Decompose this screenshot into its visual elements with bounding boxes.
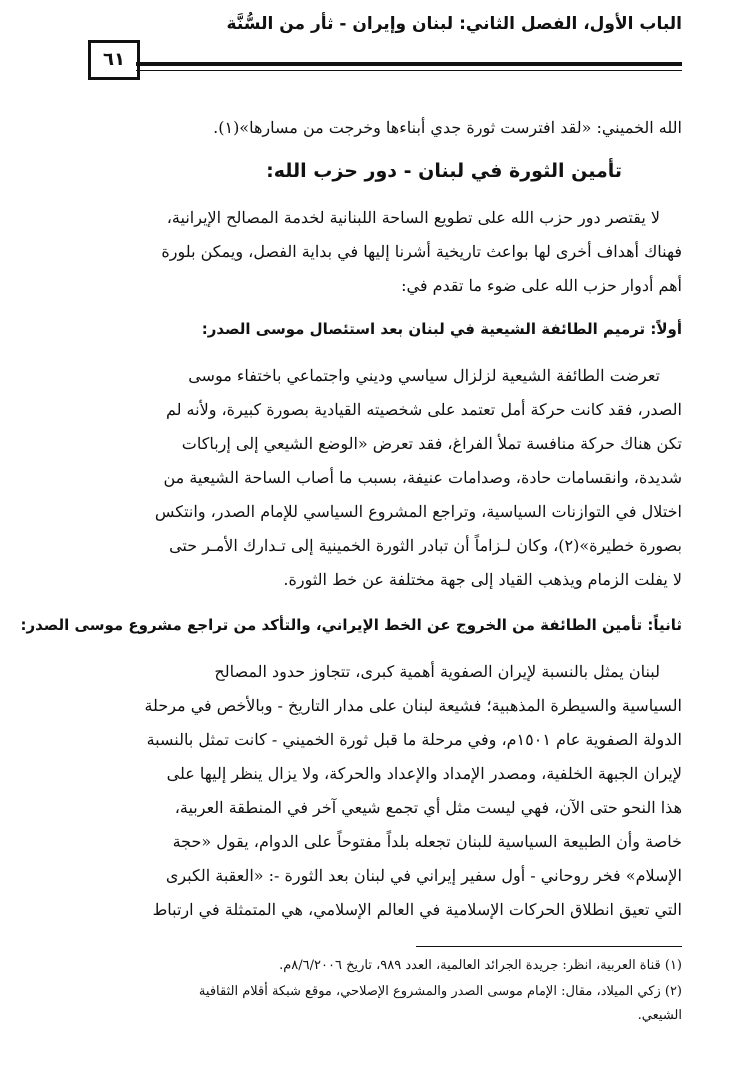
header-rule-thin xyxy=(136,70,682,71)
paragraph-line: الإسلام» فخر روحاني - أول سفير إيراني في لبنان بعد الثورة -: «العقبة الكبرى xyxy=(165,866,682,885)
paragraph-line: لا يفلت الزمام ويذهب القياد إلى جهة مختلفة عن خط الثورة. xyxy=(283,570,682,589)
paragraph-line: السياسية والسيطرة المذهبية؛ فشيعة لبنان على مدار التاريخ - وبالأخص في مرحلة xyxy=(144,696,682,715)
paragraph-line: اختلال في التوازنات السياسية، وتراجع المشروع السياسي للإمام الصدر، وانتكس xyxy=(154,502,682,521)
paragraph-line: شديدة، وانقسامات حادة، وصدامات عنيفة، بسبب ما أصاب الساحة الشيعية من xyxy=(163,468,682,487)
paragraph-line: الدولة الصفوية عام ١٥٠١م، وفي مرحلة ما قبل ثورة الخميني - كانت تمثل بالنسبة xyxy=(146,730,682,749)
paragraph-line: لإيران الجبهة الخلفية، ومصدر الإمداد والإعداد والحركة، ولا يزال ينظر إليها على xyxy=(166,764,682,783)
footnote-1: (١) قناة العربية، انظر: جريدة الجرائد العالمية، العدد ٩٨٩، تاريخ ٨/٦/٢٠٠٦م. xyxy=(279,958,682,973)
paragraph-line: فهناك أهداف أخرى لها بواعث تاريخية أشرنا إليها في بداية الفصل، ويمكن بلورة xyxy=(161,242,682,261)
footnote-rule xyxy=(416,946,682,947)
paragraph-line: بصورة خطيرة»(٢)، وكان لـزاماً أن تبادر الثورة الخمينية إلى تـدارك الأمـر حتى xyxy=(169,536,682,555)
paragraph-line: هذا النحو حتى الآن، فهي ليست مثل أي تجمع شيعي آخر في المنطقة العربية، xyxy=(174,798,682,817)
footnote-2: (٢) زكي الميلاد، مقال: الإمام موسى الصدر والمشروع الإصلاحي، موقع شبكة أقلام الثقافية xyxy=(198,984,682,999)
paragraph-line: تكن هناك حركة منافسة تملأ الفراغ، فقد تعرض «الوضع الشيعي إلى إرباكات xyxy=(181,434,682,453)
paragraph-line: التي تعيق انطلاق الحركات الإسلامية في العالم الإسلامي، هي المتمثلة في ارتباط xyxy=(152,900,682,919)
paragraph-line: لبنان يمثل بالنسبة لإيران الصفوية أهمية كبرى، تتجاوز حدود المصالح xyxy=(214,662,660,681)
page-number: ٦١ xyxy=(88,40,140,80)
paragraph-line: خاصة وأن الطبيعة السياسية للبنان تجعله بلداً مفتوحاً على الدوام، يقول «حجة xyxy=(172,832,682,851)
subheading-2: ثانياً: تأمين الطائفة من الخروج عن الخط الإيراني، والتأكد من تراجع مشروع موسى الصدر: xyxy=(20,616,682,634)
paragraph-line: أهم أدوار حزب الله على ضوء ما تقدم في: xyxy=(401,276,682,295)
running-head: الباب الأول، الفصل الثاني: لبنان وإيران - ثأر من السُّنَّة xyxy=(226,14,682,34)
paragraph-line: تعرضت الطائفة الشيعية لزلزال سياسي وديني واجتماعي باختفاء موسى xyxy=(188,366,660,385)
paragraph-line: لا يقتصر دور حزب الله على تطويع الساحة اللبنانية لخدمة المصالح الإيرانية، xyxy=(166,208,660,227)
section-heading: تأمين الثورة في لبنان - دور حزب الله: xyxy=(266,160,622,182)
paragraph-line: الصدر، فقد كانت حركة أمل تعتمد على شخصيته القيادية بصورة كبيرة، ولأنه لم xyxy=(165,400,682,419)
subheading-1: أولاً: ترميم الطائفة الشيعية في لبنان بعد استئصال موسى الصدر: xyxy=(201,320,682,338)
footnote-2-continuation: الشيعي. xyxy=(637,1008,682,1023)
intro-line: الله الخميني: «لقد افترست ثورة جدي أبناءها وخرجت من مسارها»(١). xyxy=(213,118,682,137)
header-rule-thick xyxy=(136,62,682,66)
